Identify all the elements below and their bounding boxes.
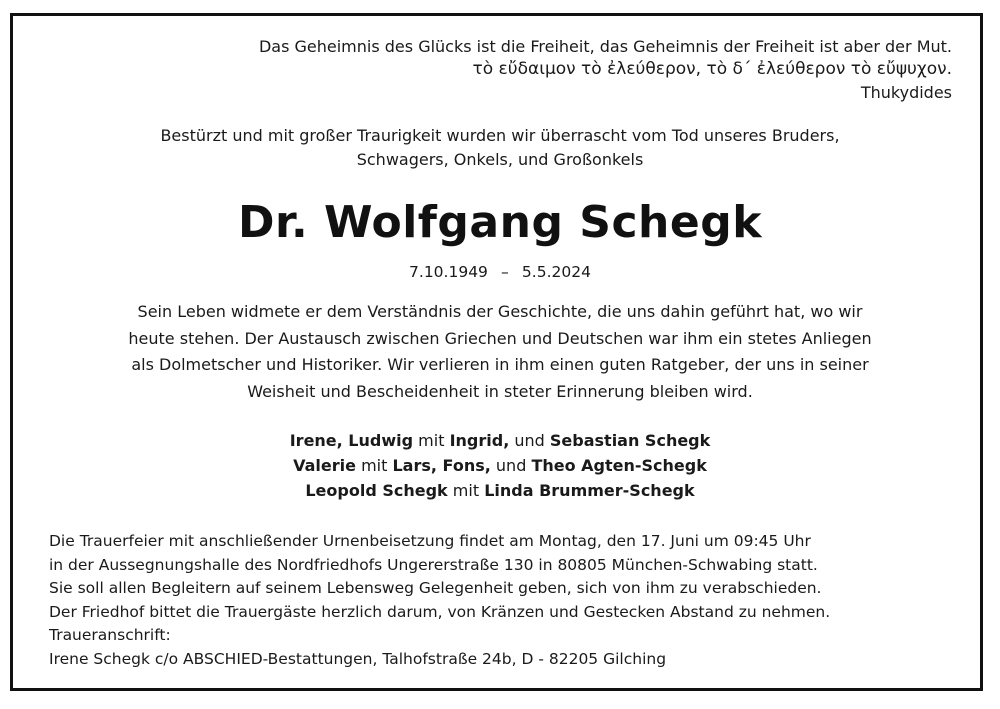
family-names: Irene, Ludwig (289, 431, 414, 450)
mourning-address-label: Traueranschrift: (49, 626, 171, 644)
service-line: Der Friedhof bittet die Trauergäste herzlich darum, von Kränzen und Gestecken Abstand zu nehmen. (49, 602, 831, 621)
quote-author: Thukydides (860, 83, 952, 102)
conjunction: mit (452, 481, 480, 500)
service-line: Die Trauerfeier mit anschließender Urnenbeisetzung findet am Montag, den 17. Juni um 09:45 Uhr (49, 532, 811, 550)
family-names: Valerie (293, 456, 356, 475)
conjunction: und (495, 456, 527, 475)
service-line: Sie soll allen Begleitern auf seinem Lebensweg Gelegenheit geben, sich von ihm zu verabschieden. (49, 579, 822, 597)
deceased-name: Dr. Wolfgang Schegk (238, 197, 762, 248)
family-names: Leopold Schegk (305, 481, 448, 500)
conjunction: und (514, 431, 545, 450)
conjunction: mit (418, 431, 445, 450)
family-signatures (0, 428, 1000, 503)
tribute-text (0, 299, 1000, 405)
tribute-line: heute stehen. Der Austausch zwischen Griechen und Deutschen war ihm ein stetes Anliegen (128, 328, 872, 348)
family-names: Ingrid, (449, 431, 510, 450)
intro-line-2: Schwagers, Onkels, und Großonkels (356, 150, 644, 169)
mourning-address: Irene Schegk c/o ABSCHIED-Bestattungen, Talhofstraße 24b, D - 82205 Gilching (49, 649, 667, 668)
birth-date: 7.10.1949 (409, 263, 488, 281)
quote-greek: τὸ εὔδαιμον τὸ ἐλεύθερον, τὸ δ΄ ἐλεύθερον τὸ εὔψυχον. (472, 59, 952, 79)
family-names: Linda Brummer-Schegk (484, 481, 695, 500)
family-row-1 (0, 428, 1000, 453)
tribute-line: Sein Leben widmete er dem Verständnis der Geschichte, die uns dahin geführt hat, wo wir (137, 302, 863, 321)
family-row-3 (0, 478, 1000, 503)
epigraph-quote (52, 35, 952, 104)
tribute-line: als Dolmetscher und Historiker. Wir verlieren in ihm einen guten Ratgeber, der uns in seiner (131, 355, 869, 374)
family-names: Sebastian Schegk (549, 431, 711, 450)
death-date: 5.5.2024 (521, 263, 591, 281)
date-separator: – (501, 263, 509, 281)
funeral-details (49, 530, 969, 671)
service-line: in der Aussegnungshalle des Nordfriedhofs Ungererstraße 130 in 80805 München-Schwabing statt. (49, 555, 818, 574)
conjunction: mit (361, 456, 388, 475)
intro-line-1: Bestürzt und mit großer Traurigkeit wurden wir überrascht vom Tod unseres Bruders, (160, 126, 840, 145)
intro-text (0, 124, 1000, 172)
family-row-2 (0, 453, 1000, 478)
quote-german: Das Geheimnis des Glücks ist die Freiheit, das Geheimnis der Freiheit ist aber der Mut. (258, 37, 952, 56)
family-names: Theo Agten-Schegk (531, 456, 707, 475)
family-names: Lars, Fons, (392, 456, 491, 475)
tribute-line: Weisheit und Bescheidenheit in steter Erinnerung bleiben wird. (247, 381, 753, 401)
life-dates (0, 261, 1000, 283)
